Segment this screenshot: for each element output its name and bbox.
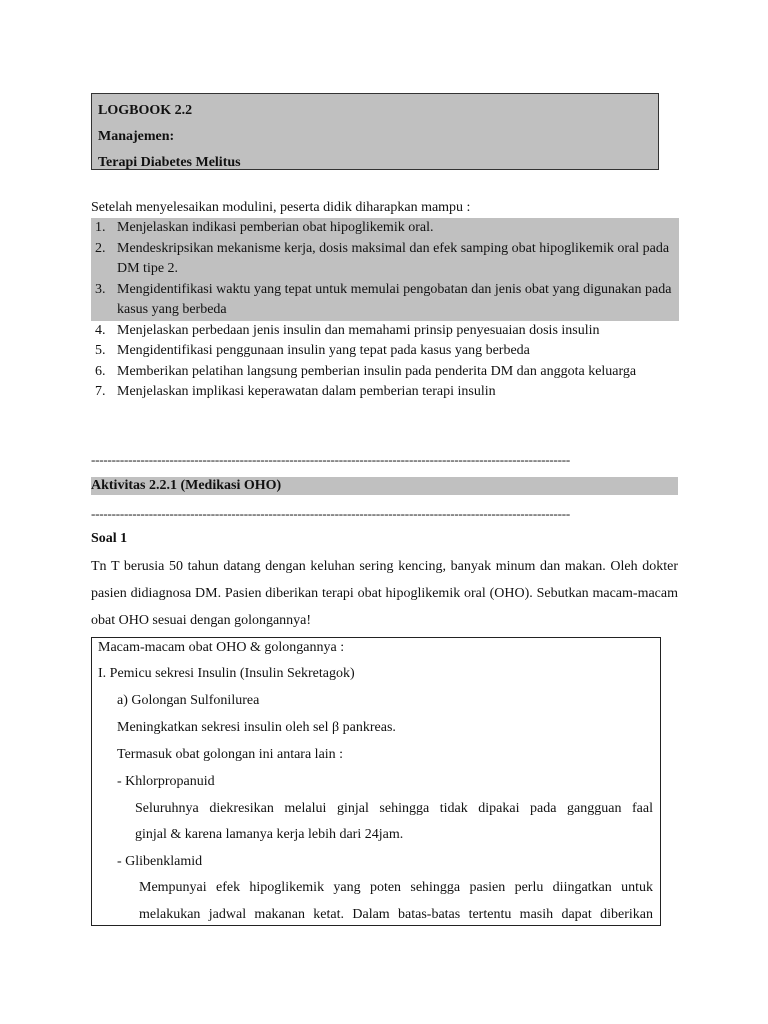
drug-description: Seluruhnya diekresikan melalui ginjal sehingga tidak dipakai pada gangguan faal	[135, 801, 653, 816]
list-item: 4. Menjelaskan perbedaan jenis insulin dan memahami prinsip penyesuaian dosis insulin	[95, 322, 600, 338]
logbook-subtitle: Manajemen:	[98, 129, 175, 144]
drug-name: - Khlorpropanuid	[117, 774, 215, 789]
activity-title: Aktivitas 2.2.1 (Medikasi OHO)	[91, 477, 678, 495]
drug-description: melakukan jadwal makanan ketat. Dalam batas-batas tertentu masih dapat diberikan	[139, 907, 653, 922]
question-title: Soal 1	[91, 531, 128, 546]
answer-includes: Termasuk obat golongan ini antara lain :	[117, 747, 344, 762]
question-text: Tn T berusia 50 tahun datang dengan keluhan sering kencing, banyak minum dan makan. Oleh dokter pasien didiagnosa DM. Pasien diberikan terapi obat hipoglikemik oral (OHO). Sebutkan macam-macam obat OHO sesuai dengan golongannya!	[91, 559, 678, 628]
answer-section: I. Pemicu sekresi Insulin (Insulin Sekretagok)	[98, 666, 355, 681]
separator-line: --------------------------------------------------------------------------------------------------------------------	[91, 452, 570, 467]
intro-text: Setelah menyelesaikan modulini, peserta didik diharapkan mampu :	[91, 200, 471, 215]
list-item: 5. Mengidentifikasi penggunaan insulin yang tepat pada kasus yang berbeda	[95, 343, 530, 358]
answer-description: Meningkatkan sekresi insulin oleh sel β pankreas.	[117, 720, 396, 735]
logbook-header-box	[91, 93, 659, 170]
answer-box	[91, 637, 661, 926]
objectives-list	[91, 218, 679, 403]
drug-description: ginjal & karena lamanya kerja lebih dari 24jam.	[135, 827, 404, 842]
logbook-title: LOGBOOK 2.2	[98, 103, 193, 118]
list-item: 7. Menjelaskan implikasi keperawatan dalam pemberian terapi insulin	[95, 384, 496, 399]
answer-heading: Macam-macam obat OHO & golongannya :	[98, 640, 345, 655]
logbook-topic: Terapi Diabetes Melitus	[98, 155, 241, 170]
answer-subsection: a) Golongan Sulfonilurea	[117, 693, 260, 708]
list-item: 1. Menjelaskan indikasi pemberian obat hipoglikemik oral.	[91, 218, 679, 239]
separator-line: --------------------------------------------------------------------------------------------------------------------	[91, 506, 570, 521]
list-item: 2. Mendeskripsikan mekanisme kerja, dosis maksimal dan efek samping obat hipoglikemik oral pada DM tipe 2.	[91, 239, 679, 280]
list-item: 6. Memberikan pelatihan langsung pemberian insulin pada penderita DM dan anggota keluarga	[95, 363, 637, 379]
list-item: 3. Mengidentifikasi waktu yang tepat untuk memulai pengobatan dan jenis obat yang digunakan pada kasus yang berbeda	[91, 280, 679, 321]
drug-name: - Glibenklamid	[117, 854, 203, 869]
drug-description: Mempunyai efek hipoglikemik yang poten sehingga pasien perlu diingatkan untuk	[139, 880, 653, 895]
